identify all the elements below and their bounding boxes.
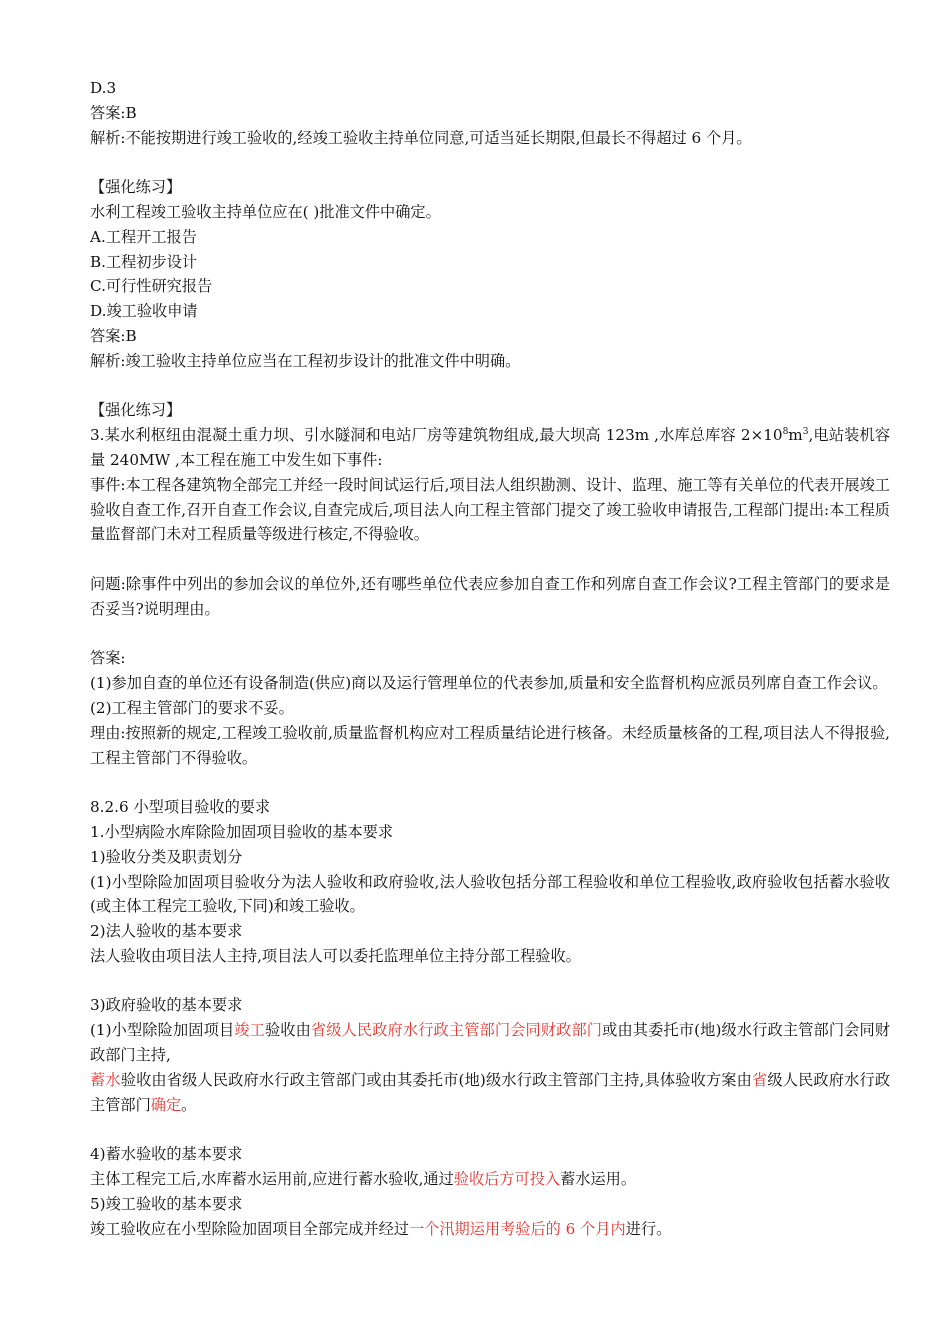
answer: 答案:B bbox=[90, 326, 137, 345]
option-a: A.工程开工报告 bbox=[90, 227, 197, 246]
paragraph: 法人验收由项目法人主持,项目法人可以委托监理单位主持分部工程验收。 bbox=[90, 946, 581, 965]
paragraph: (1)小型除险加固项目验收分为法人验收和政府验收,法人验收包括分部工程验收和单位工程验收,政府验收包括蓄水验收(或主体工程完工验收,下同)和竣工验收。 bbox=[90, 872, 890, 916]
item-heading: 5)竣工验收的基本要求 bbox=[90, 1194, 243, 1213]
answer: 答案:B bbox=[90, 103, 137, 122]
case-question: 问题:除事件中列出的参加会议的单位外,还有哪些单位代表应参加自查工作和列席自查工作会议?工程主管部门的要求是否妥当?说明理由。 bbox=[90, 574, 890, 618]
answer-point-2: (2)工程主管部门的要求不妥。 bbox=[90, 698, 294, 717]
answer-label: 答案: bbox=[90, 649, 126, 668]
subsection-title: 1.小型病险水库除险加固项目验收的基本要求 bbox=[90, 822, 394, 841]
case-stem: 3.某水利枢纽由混凝土重力坝、引水隧洞和电站厂房等建筑物组成,最大坝高 123m ,水库总库容 $2\times 10^8m^3$,电站装机容量 240MW ,本工程在施工中发生如下事件: bbox=[90, 426, 891, 469]
item-heading: 4)蓄水验收的基本要求 bbox=[90, 1145, 243, 1164]
case-event: 事件:本工程各建筑物全部完工并经一段时间试运行后,项目法人组织勘测、设计、监理、施工等有关单位的代表开展竣工验收自查工作,召开自查工作会议,自查完成后,项目法人向工程主管部门提交了竣工验收申请报告,工程部门提出:本工程质量监督部门未对工程质量等级进行核定,不得验收。 bbox=[90, 475, 890, 544]
question-stem: 水利工程竣工验收主持单位应在( )批准文件中确定。 bbox=[90, 202, 441, 221]
paragraph-highlighted: (1)小型除险加固项目竣工验收由省级人民政府水行政主管部门会同财政部门或由其委托市(地)级水行政主管部门会同财政部门主持, bbox=[90, 1021, 891, 1065]
answer-reason: 理由:按照新的规定,工程竣工验收前,质量监督机构应对工程质量结论进行核备。未经质量核备的工程,项目法人不得报验,工程主管部门不得验收。 bbox=[90, 723, 890, 767]
analysis: 解析:不能按期进行竣工验收的,经竣工验收主持单位同意,可适当延长期限,但最长不得超过 6 个月。 bbox=[90, 128, 752, 147]
section-title: 8.2.6 小型项目验收的要求 bbox=[90, 798, 271, 817]
paragraph-highlighted: 竣工验收应在小型除险加固项目全部完成并经过一个汛期运用考验后的 6 个月内进行。 bbox=[90, 1219, 672, 1238]
practice-heading: 【强化练习】 bbox=[90, 178, 182, 197]
answer-point-1: (1)参加自查的单位还有设备制造(供应)商以及运行管理单位的代表参加,质量和安全监督机构应派员列席自查工作会议。 bbox=[90, 674, 888, 693]
option-c: C.可行性研究报告 bbox=[90, 277, 213, 296]
paragraph-highlighted: 蓄水验收由省级人民政府水行政主管部门或由其委托市(地)级水行政主管部门主持,具体验收方案由省级人民政府水行政主管部门确定。 bbox=[90, 1070, 891, 1114]
document-page bbox=[90, 76, 890, 1241]
option-d: D.竣工验收申请 bbox=[90, 302, 198, 321]
analysis: 解析:竣工验收主持单位应当在工程初步设计的批准文件中明确。 bbox=[90, 351, 521, 370]
option-d: D.3 bbox=[90, 79, 117, 97]
item-heading: 1)验收分类及职责划分 bbox=[90, 847, 243, 866]
practice-heading: 【强化练习】 bbox=[90, 401, 182, 420]
paragraph-highlighted: 主体工程完工后,水库蓄水运用前,应进行蓄水验收,通过验收后方可投入蓄水运用。 bbox=[90, 1170, 637, 1189]
option-b: B.工程初步设计 bbox=[90, 252, 198, 271]
item-heading: 2)法人验收的基本要求 bbox=[90, 922, 243, 941]
item-heading: 3)政府验收的基本要求 bbox=[90, 996, 243, 1015]
